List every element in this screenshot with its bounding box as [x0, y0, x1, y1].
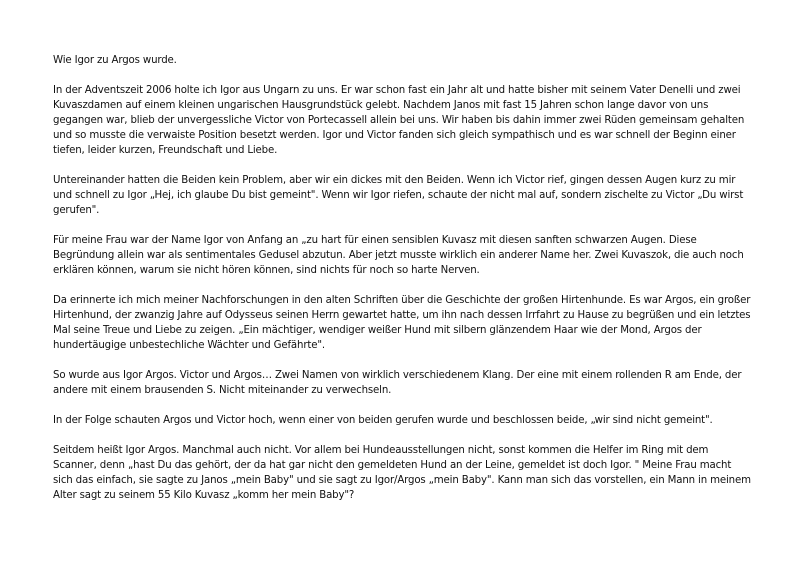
- document-title: Wie Igor zu Argos wurde.: [53, 55, 177, 66]
- paragraph-adventszeit: In der Adventszeit 2006 holte ich Igor aus Ungarn zu uns. Er war schon fast ein Jahr alt und hatte bisher mit seinem Vater Denelli und zwei Kuvaszdamen auf einem kleinen ungarischen Hausgrundstück gelebt. Nachdem Janos mit fast 15 Jahren schon lange davor von uns gegangen war, blieb der unvergessliche Victor von Portecassell allein bei uns. Wir haben bis dahin immer zwei Rüden gemeinsam gehalten und so musste die verwaiste Position besetzt werden. Igor und Victor fanden sich gleich sympathisch und es war schnell der Beginn einer tiefen, leider kurzen, Freundschaft und Liebe.: [53, 85, 745, 156]
- paragraph-two-names: So wurde aus Igor Argos. Victor und Argos… Zwei Namen von wirklich verschiedenem Klang. Der eine mit einem rollenden R am Ende, der andere mit einem brausenden S. Nicht miteinander zu verwechseln.: [53, 370, 742, 396]
- document-page: [53, 53, 753, 518]
- paragraph-seitdem: Seitdem heißt Igor Argos. Manchmal auch nicht. Vor allem bei Hundeausstellungen nicht, sonst kommen die Helfer im Ring mit dem Scanner, denn „hast Du das gehört, der da hat gar nicht den gemeldeten Hund an der Leine, gemeldet ist doch Igor. " Meine Frau macht sich das einfach, sie sagte zu Janos „mein Baby" und sie sagt zu Igor/Argos „mein Baby". Kann man sich das vorstellen, ein Mann in meinem Alter sagt zu seinem 55 Kilo Kuvasz „komm her mein Baby"?: [53, 445, 751, 501]
- paragraph-untereinander: Untereinander hatten die Beiden kein Problem, aber wir ein dickes mit den Beiden. Wenn ich Victor rief, gingen dessen Augen kurz zu mir und schnell zu Igor „Hej, ich glaube Du bist gemeint". Wenn wir Igor riefen, schaute der nicht mal auf, sondern zischelte zu Victor „Du wirst gerufen".: [53, 175, 744, 216]
- paragraph-folge: In der Folge schauten Argos und Victor hoch, wenn einer von beiden gerufen wurde und beschlossen beide, „wir sind nicht gemeint".: [53, 415, 713, 426]
- paragraph-name-igor: Für meine Frau war der Name Igor von Anfang an „zu hart für einen sensiblen Kuvasz mit diesen sanften schwarzen Augen. Diese Begründung allein war als sentimentales Gedusel abzutun. Aber jetzt musste wirklich ein anderer Name her. Zwei Kuvaszok, die auch noch erklären können, warum sie nicht hören können, sind nichts für noch so harte Nerven.: [53, 235, 744, 276]
- paragraph-argos-history: Da erinnerte ich mich meiner Nachforschungen in den alten Schriften über die Geschichte der großen Hirtenhunde. Es war Argos, ein großer Hirtenhund, der zwanzig Jahre auf Odysseus seinen Herrn gewartet hatte, um ihn nach dessen Irrfahrt zu Hause zu begrüßen und ein letztes Mal seine Treue und Liebe zu zeigen. „Ein mächtiger, wendiger weißer Hund mit silbern glänzendem Haar wie der Mond, Argos der hundertäugige unbestechliche Wächter und Gefährte".: [53, 295, 751, 351]
